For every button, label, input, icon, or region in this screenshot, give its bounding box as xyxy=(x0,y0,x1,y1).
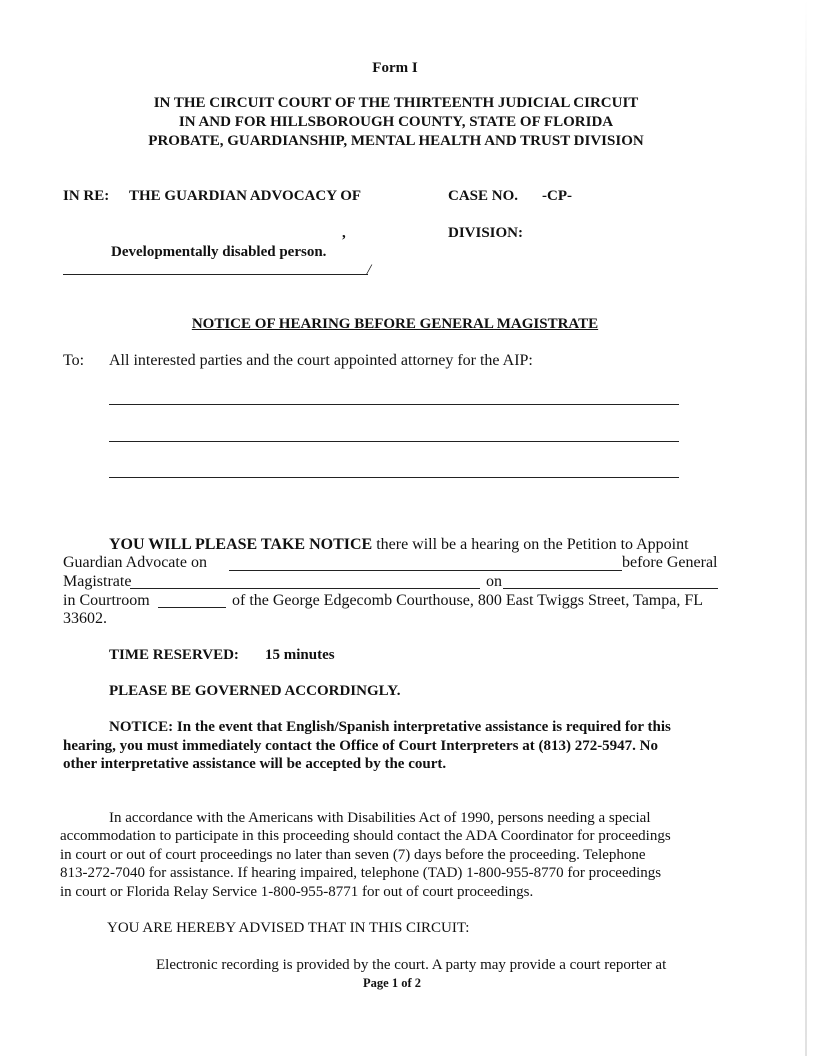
courtroom-blank xyxy=(158,607,226,608)
zip-code: 33602. xyxy=(63,610,107,627)
to-label: To: xyxy=(63,352,85,369)
time-reserved-value: 15 minutes xyxy=(265,647,335,663)
interp-line-1: NOTICE: In the event that English/Spanish interpretative assistance is required for this xyxy=(109,719,671,735)
court-line-3: PROBATE, GUARDIANSHIP, MENTAL HEALTH AND TRUST DIVISION xyxy=(148,133,644,149)
time-reserved-label: TIME RESERVED: xyxy=(109,647,239,663)
to-recipients: All interested parties and the court appointed attorney for the AIP: xyxy=(109,352,533,369)
division-label: DIVISION: xyxy=(448,225,524,241)
interp-line-2: hearing, you must immediately contact the Office of Court Interpreters at (813) 272-5947. No xyxy=(63,738,659,754)
hearing-date-blank xyxy=(229,570,622,571)
notice-line-1 xyxy=(109,536,725,554)
page-prefix: Page xyxy=(363,976,389,990)
on-label: on xyxy=(486,573,502,590)
ada-line-4: 813-272-7040 for assistance. If hearing impaired, telephone (TAD) 1-800-955-8770 for proceedings xyxy=(60,865,662,881)
advised-heading: YOU ARE HEREBY ADVISED THAT IN THIS CIRCUIT: xyxy=(107,920,470,936)
notice-title: NOTICE OF HEARING BEFORE GENERAL MAGISTRATE xyxy=(191,316,599,332)
page-footer xyxy=(0,976,784,991)
courtroom-label: in Courtroom xyxy=(63,592,150,609)
caption-slash: / xyxy=(367,262,372,278)
page-total: 2 xyxy=(414,976,421,990)
interp-line-3: other interpretative assistance will be accepted by the court. xyxy=(63,756,447,772)
magistrate-label: Magistrate xyxy=(63,573,132,590)
ada-line-3: in court or out of court proceedings no later than seven (7) days before the proceeding. Telephone xyxy=(60,847,646,863)
notice-line-1-text: there will be a hearing on the Petition to Appoint xyxy=(376,536,689,553)
recipient-line-1 xyxy=(109,404,679,405)
courthouse-address: of the George Edgecomb Courthouse, 800 East Twiggs Street, Tampa, FL xyxy=(232,592,704,609)
court-line-2: IN AND FOR HILLSBOROUGH COUNTY, STATE OF FLORIDA xyxy=(178,114,614,130)
recipient-line-3 xyxy=(109,477,679,478)
recipient-line-2 xyxy=(109,441,679,442)
page-current: 1 xyxy=(391,976,399,990)
notice-line-2-label: Guardian Advocate on xyxy=(63,554,207,571)
person-descriptor: Developmentally disabled person. xyxy=(111,244,327,260)
case-no-label: CASE NO. xyxy=(448,188,519,204)
notice-lead: YOU WILL PLEASE TAKE NOTICE xyxy=(109,536,373,553)
hearing-time-blank xyxy=(503,588,718,589)
notice-line-2-tail: before General xyxy=(622,554,718,571)
party-heading: THE GUARDIAN ADVOCACY OF xyxy=(129,188,362,204)
ada-line-5: in court or Florida Relay Service 1-800-955-8771 for out of court proceedings. xyxy=(60,884,534,900)
in-re-label: IN RE: xyxy=(63,188,110,204)
form-label: Form I xyxy=(372,60,418,76)
governed-statement: PLEASE BE GOVERNED ACCORDINGLY. xyxy=(109,683,401,699)
scan-edge xyxy=(805,0,807,1056)
ada-line-2: accommodation to participate in this proceeding should contact the ADA Coordinator for proceedings xyxy=(60,828,671,844)
recording-statement: Electronic recording is provided by the court. A party may provide a court reporter at xyxy=(156,957,667,973)
court-line-1: IN THE CIRCUIT COURT OF THE THIRTEENTH JUDICIAL CIRCUIT xyxy=(153,95,639,111)
case-no-value: -CP- xyxy=(542,188,572,204)
caption-comma: , xyxy=(342,225,346,241)
magistrate-name-blank xyxy=(130,588,480,589)
ada-line-1: In accordance with the Americans with Disabilities Act of 1990, persons needing a special xyxy=(109,810,651,826)
page-of: of xyxy=(401,976,412,990)
caption-rule xyxy=(63,274,368,275)
